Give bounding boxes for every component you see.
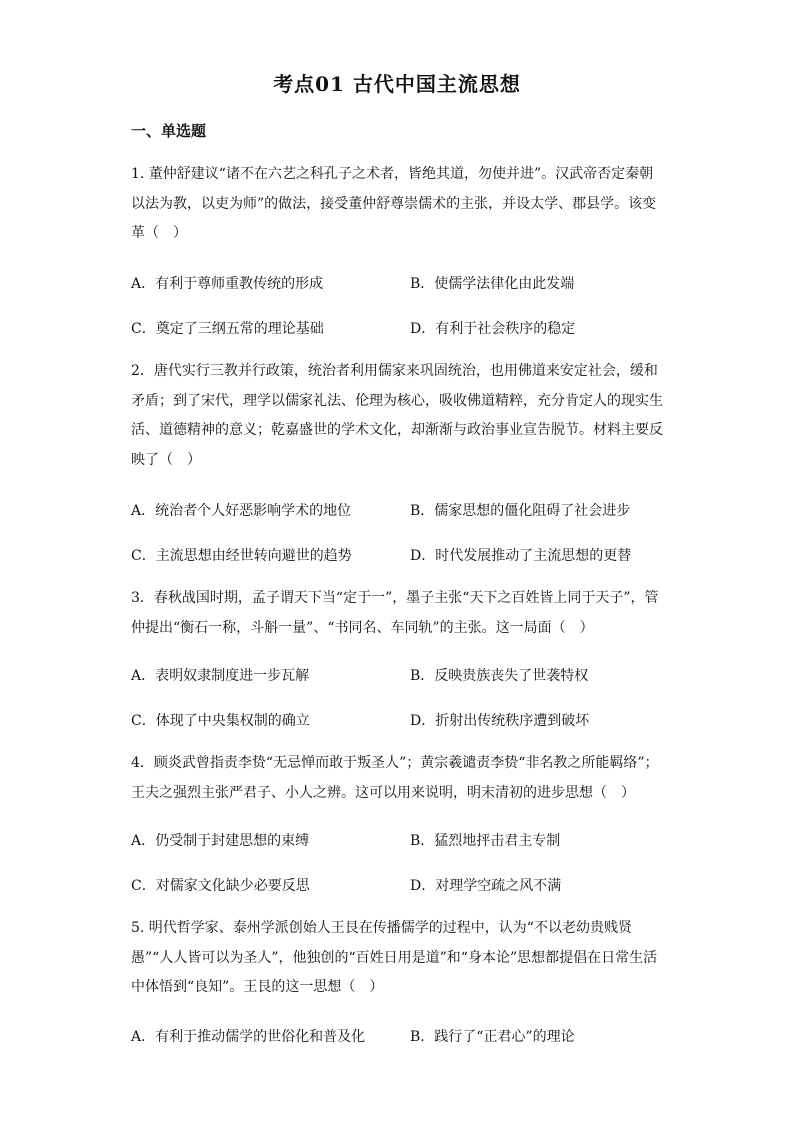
question-4-option-c: C．对儒家文化缺少必要反思 [131, 878, 310, 894]
question-1-option-d: D．有利于社会秩序的稳定 [410, 321, 576, 337]
question-5-text: 5. 明代哲学家、泰州学派创始人王艮在传播儒学的过程中，认为“不以老幼贵贱贤愚”“人人皆可以为圣人”，他独创的“百姓日用是道”和“身本论”思想都提倡在日常生活中体悟到“良知”。王艮的这一思想（ ） [131, 920, 658, 995]
question-3-option-d: D．折射出传统秩序遭到破坏 [410, 713, 590, 729]
question-4-option-a: A．仍受制于封建思想的束缚 [131, 833, 310, 849]
question-2-text: 2．唐代实行三教并行政策，统治者利用儒家来巩固统治，也用佛道来安定社会，缓和矛盾；到了宋代，理学以儒家礼法、伦理为核心，吸收佛道精粹，充分肯定人的现实生活、道德精神的意义；乾嘉盛世的学术文化，却渐渐与政治事业宣告脱节。材料主要反映了（ ） [131, 363, 663, 468]
question-5-option-a: A．有利于推动儒学的世俗化和普及化 [131, 1029, 366, 1045]
question-2-option-a: A．统治者个人好恶影响学术的地位 [131, 503, 352, 519]
question-1-option-c: C．奠定了三纲五常的理论基础 [131, 321, 324, 337]
question-1-text: 1. 董仲舒建议“诸不在六艺之科孔子之术者，皆绝其道，勿使并进”。汉武帝否定秦朝以法为教，以吏为师”的做法，接受董仲舒尊崇儒术的主张，并设太学、郡县学。该变革（ ） [131, 166, 657, 241]
question-5-option-b: B．践行了“正君心”的理论 [410, 1029, 575, 1045]
question-2-option-c: C．主流思想由经世转向避世的趋势 [131, 548, 352, 564]
question-2-option-d: D．时代发展推动了主流思想的更替 [410, 548, 632, 564]
question-1-option-a: A．有利于尊师重教传统的形成 [131, 276, 324, 292]
question-1-option-b: B．使儒学法律化由此发端 [410, 276, 575, 292]
question-3-option-c: C．体现了中央集权制的确立 [131, 713, 310, 729]
question-3-option-b: B．反映贵族丧失了世袭特权 [410, 668, 589, 684]
question-2-option-b: B．儒家思想的僵化阻碍了社会进步 [410, 503, 631, 519]
question-3-text: 3．春秋战国时期，孟子谓天下当“定于一”，墨子主张“天下之百姓皆上同于天子”，管仲提出“衡石一称，斗斛一量”、“书同名、车同轨”的主张。这一局面（ ） [131, 590, 659, 636]
page-title: 考点01 古代中国主流思想 [273, 72, 521, 96]
question-4-option-b: B．猛烈地抨击君主专制 [410, 833, 561, 849]
question-4-text: 4．顾炎武曾指责李贽“无忌惮而敢于叛圣人”；黄宗羲谴责李贽“非名教之所能羁络”；王夫之强烈主张严君子、小人之辨。这可以用来说明，明末清初的进步思想（ ） [131, 755, 659, 801]
question-4-option-d: D．对理学空疏之风不满 [410, 878, 562, 894]
section-heading: 一、单选题 [131, 122, 207, 140]
question-3-option-a: A．表明奴隶制度进一步瓦解 [131, 668, 310, 684]
